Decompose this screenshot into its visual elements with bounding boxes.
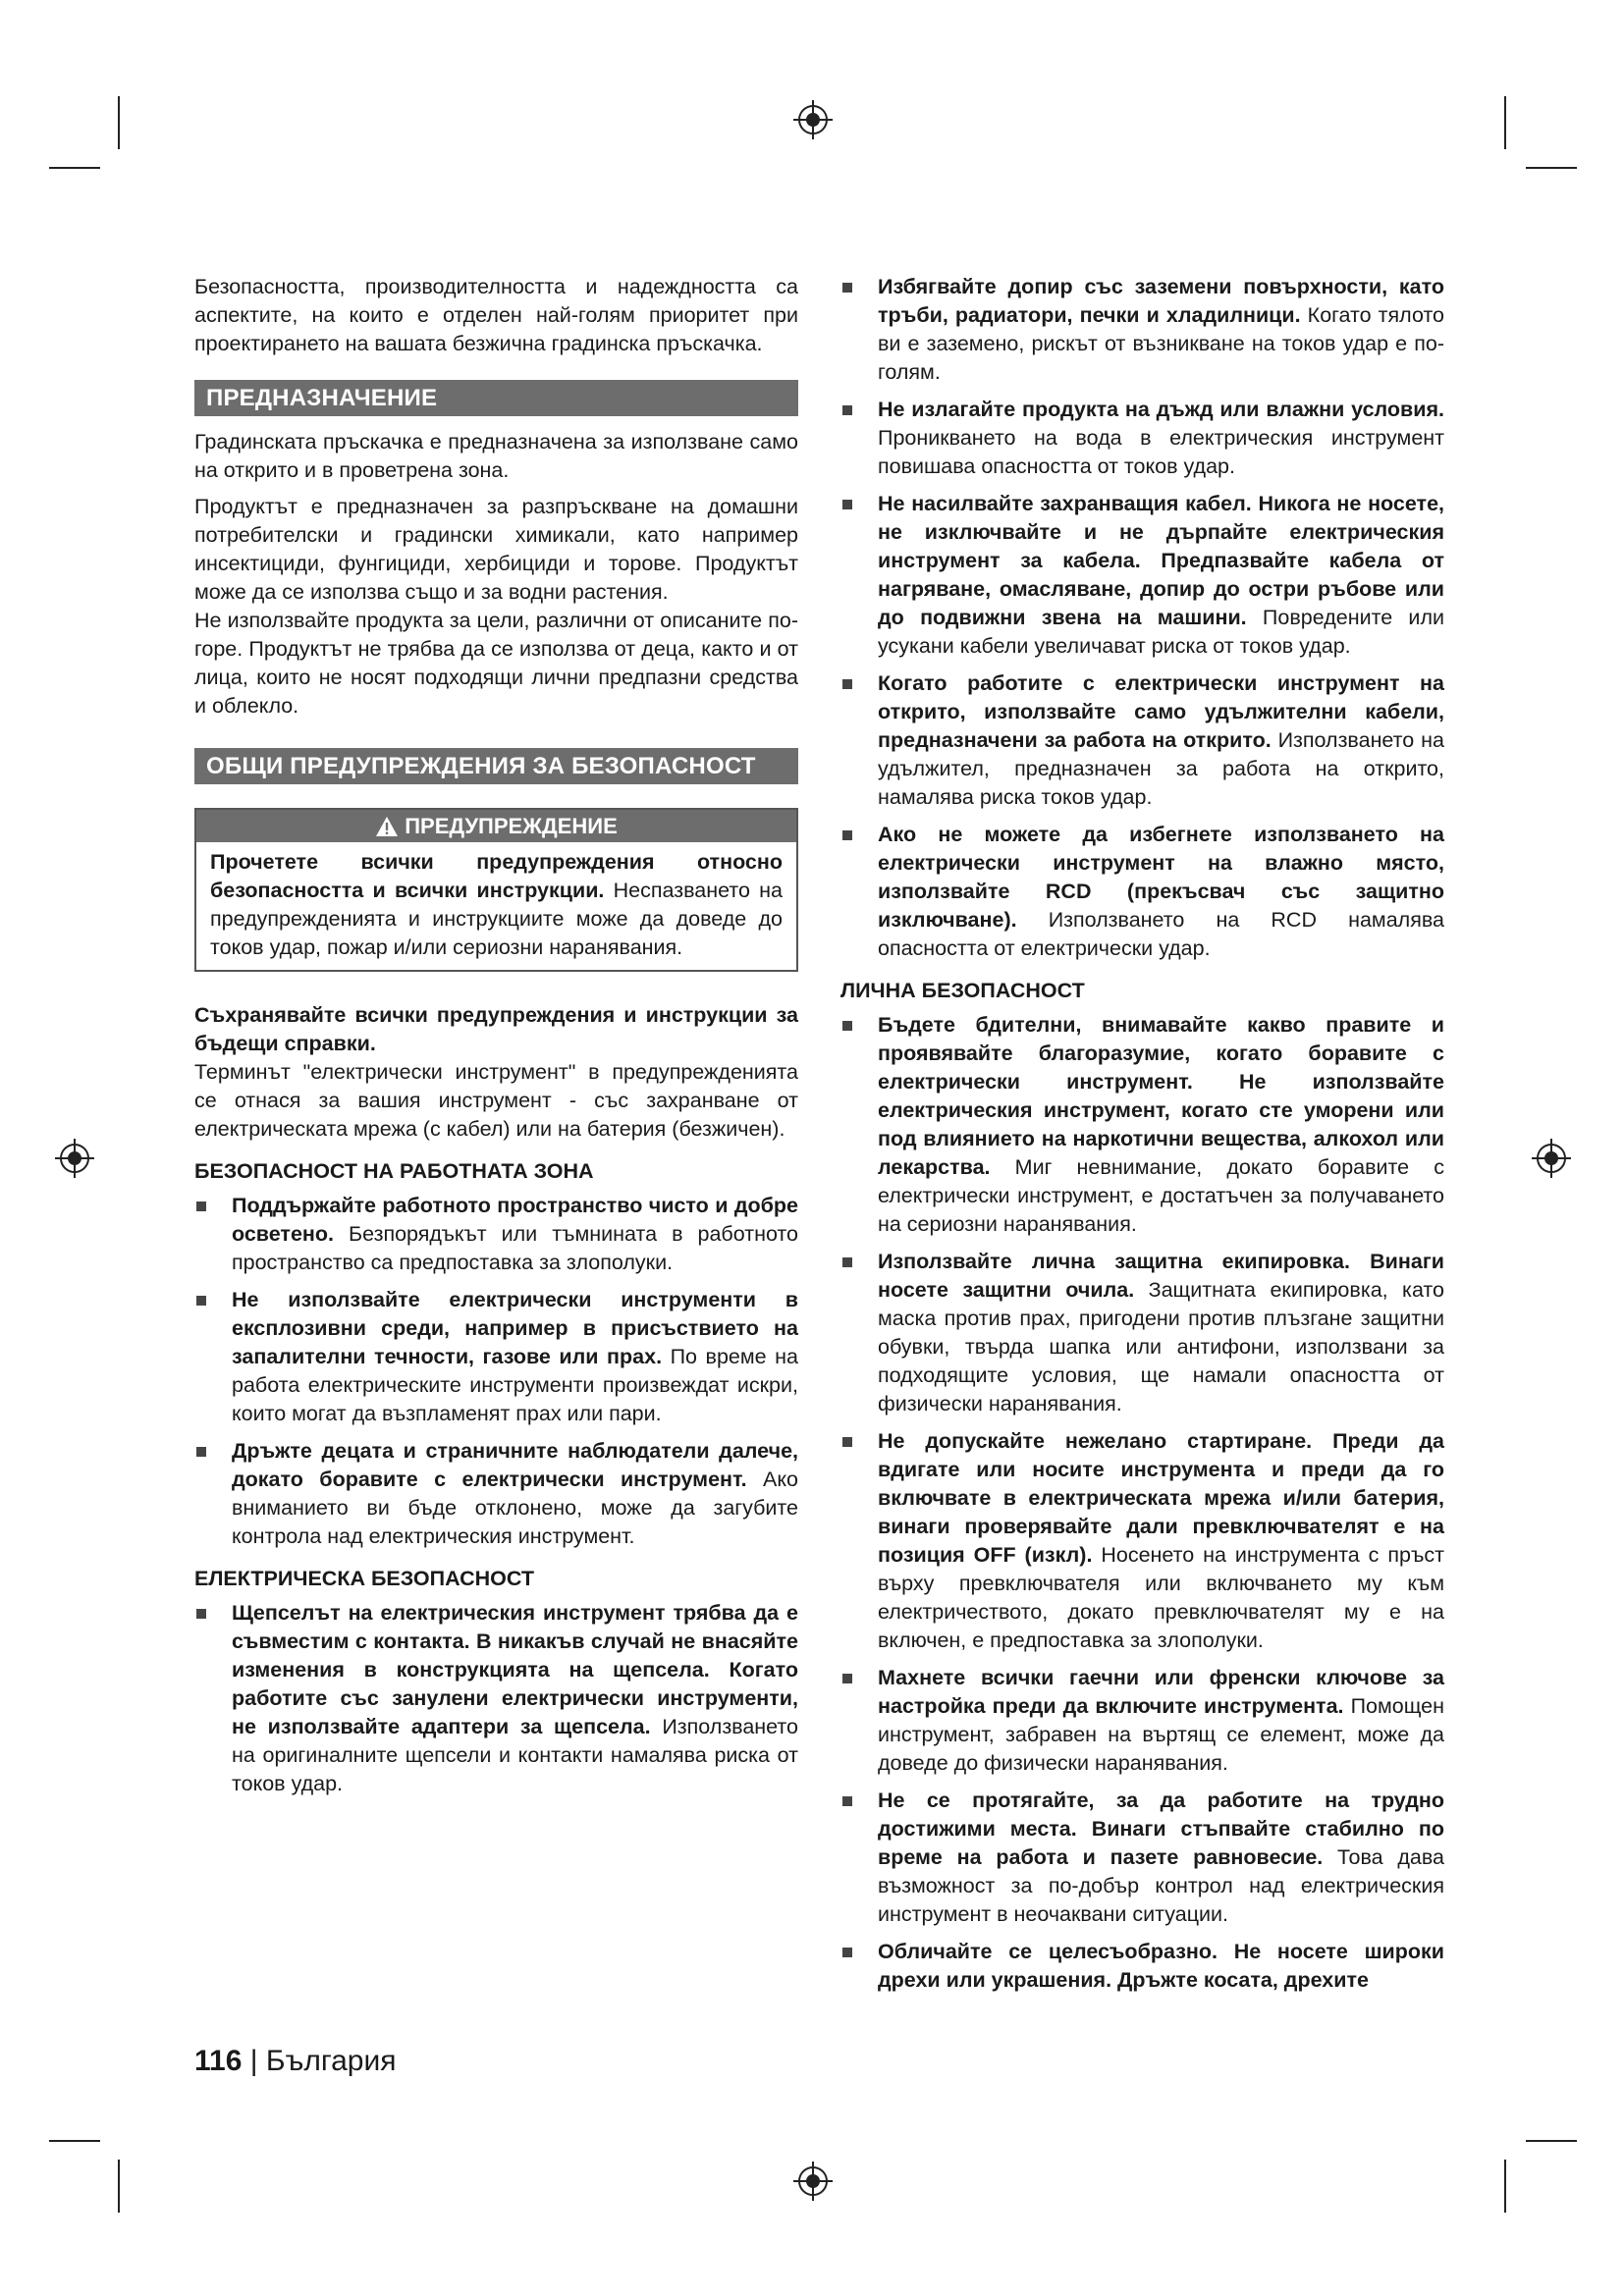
- bullet-icon: [842, 830, 852, 840]
- list-item: Не допускайте нежелано стартиране. Преди да вдигате или носите инструмента и преди да го включвате в електрическата мрежа и/или батерия, винаги проверявайте дали превключвателят е на позиция OFF (изкл). Носенето на инструмента с пръст върху превключвателя или включването му към електричеството, докато превключвателят му е на включен, е предпоставка за злополуки.: [840, 1427, 1444, 1655]
- bullet-icon: [196, 1447, 206, 1457]
- list-item: Ако не можете да избегнете използването на електрически инструмент на влажно място, използвайте RCD (прекъсвач със защитно изключване). Използването на RCD намалява опасността от електрически удар.: [840, 821, 1444, 963]
- registration-mark-icon: [55, 1139, 94, 1178]
- crop-mark-bottom-right-horizontal: [1526, 2140, 1577, 2142]
- warning-box: [194, 808, 798, 972]
- purpose-paragraph-2: Продуктът е предназначен за разпръскване на домашни потребителски и градински химикали, като например инсектициди, фунгициди, хербициди и торове. Продуктът може да се използва също и за водни растения.: [194, 495, 798, 604]
- list-item: Когато работите с електрически инструмент на открито, използвайте само удължителни кабели, предназначени за работа на открито. Използването на удължител, предназначен за работа на открито, намалява риска токов удар.: [840, 669, 1444, 812]
- list-item: Махнете всички гаечни или френски ключове за настройка преди да включите инструмента. Помощен инструмент, забравен на въртящ се елемент, може да доведе до физически наранявания.: [840, 1664, 1444, 1778]
- bullet-icon: [842, 679, 852, 689]
- crop-mark-bottom-left-vertical: [118, 2160, 120, 2213]
- general-safety-heading: ОБЩИ ПРЕДУПРЕЖДЕНИЯ ЗА БЕЗОПАСНОСТ: [194, 748, 798, 784]
- bullet-icon: [842, 1257, 852, 1267]
- work-area-list: [194, 1192, 798, 1551]
- terminology-paragraph: Терминът "електрически инструмент" в предупрежденията се отнася за вашия инструмент - със захранване от електрическата мрежа (с кабел) или на батерия (безжичен).: [194, 1060, 798, 1141]
- list-item: Обличайте се целесъобразно. Не носете широки дрехи или украшения. Дръжте косата, дрехите: [840, 1938, 1444, 1995]
- crop-mark-top-left-horizontal: [49, 167, 100, 169]
- work-area-heading: БЕЗОПАСНОСТ НА РАБОТНАТА ЗОНА: [194, 1159, 594, 1183]
- electrical-safety-list-continued: [840, 273, 1444, 963]
- warning-triangle-icon: [375, 816, 399, 837]
- page-footer: [194, 2045, 397, 2078]
- personal-safety-list: [840, 1011, 1444, 1995]
- crop-mark-top-right-vertical: [1504, 96, 1506, 149]
- list-item: Използвайте лична защитна екипировка. Винаги носете защитни очила. Защитната екипировка, като маска против прах, пригодени против плъзгане защитни обувки, твърда шапка или антифони, използвани за подходящите условия, ще намали опасността от физически наранявания.: [840, 1248, 1444, 1418]
- list-item: Избягвайте допир със заземени повърхности, като тръби, радиатори, печки и хладилници. Когато тялото ви е заземено, рискът от възникване на токов удар е по-голям.: [840, 273, 1444, 387]
- bullet-icon: [196, 1609, 206, 1619]
- warning-header-label: ПРЕДУПРЕЖДЕНИЕ: [405, 814, 618, 838]
- crop-mark-top-right-horizontal: [1526, 167, 1577, 169]
- right-column: [840, 273, 1444, 2003]
- footer-separator: |: [249, 2045, 258, 2077]
- bullet-icon: [842, 1021, 852, 1031]
- bullet-icon: [842, 1437, 852, 1447]
- crop-mark-bottom-left-horizontal: [49, 2140, 100, 2142]
- bullet-icon: [842, 405, 852, 415]
- list-item: Не използвайте електрически инструменти в експлозивни среди, например в присъствието на запалителни течности, газове или прах. По време на работа електрическите инструменти произвеждат искри, които могат да възпламенят прах или пари.: [194, 1286, 798, 1428]
- warning-text: Неспазването на предупрежденията и инструкциите може да доведе до токов удар, пожар и/или сериозни наранявания.: [210, 879, 783, 959]
- list-item: Дръжте децата и страничните наблюдатели далече, докато боравите с електрически инструмент. Ако вниманието ви бъде отклонено, може да загубите контрола над електрическия инструмент.: [194, 1437, 798, 1551]
- crop-mark-top-left-vertical: [118, 96, 120, 149]
- electrical-safety-list: [194, 1599, 798, 1798]
- purpose-paragraph-3: Не използвайте продукта за цели, различни от описаните по-горе. Продуктът не трябва да се използва от деца, както и от лица, които не носят подходящи лични предпазни средства и облекло.: [194, 609, 798, 718]
- bullet-icon: [842, 500, 852, 509]
- list-item: Бъдете бдителни, внимавайте какво правите и проявявайте благоразумие, когато боравите с електрически инструмент. Не използвайте електрическия инструмент, когато сте уморени или под влиянието на наркотични вещества, алкохол или лекарства. Миг невнимание, докато боравите с електрически инструмент, е достатъчен за получаването на сериозни наранявания.: [840, 1011, 1444, 1239]
- intro-paragraph: Безопасността, производителността и надеждността са аспектите, на които е отделен най-голям приоритет при проектирането на вашата безжична градинска пръскачка.: [194, 275, 798, 355]
- list-item: Поддържайте работното пространство чисто и добре осветено. Безпорядъкът или тъмнината в работното пространство са предпоставка за злополуки.: [194, 1192, 798, 1277]
- warning-bold-text: Прочетете всички предупреждения относно безопасността и всички инструкции.: [210, 850, 783, 902]
- list-item: Не се протягайте, за да работите на трудно достижими места. Винаги стъпвайте стабилно по време на работа и пазете равновесие. Това дава възможност за по-добър контрол над електрическия инструмент в неочаквани ситуации.: [840, 1787, 1444, 1929]
- crop-mark-bottom-right-vertical: [1504, 2160, 1506, 2213]
- purpose-heading: ПРЕДНАЗНАЧЕНИЕ: [194, 380, 798, 416]
- registration-mark-icon: [1532, 1139, 1571, 1178]
- purpose-paragraph-1: Градинската пръскачка е предназначена за използване само на открито и в проветрена зона.: [194, 430, 798, 482]
- personal-safety-heading: ЛИЧНА БЕЗОПАСНОСТ: [840, 979, 1085, 1002]
- registration-mark-icon: [793, 2162, 833, 2201]
- left-column: [194, 273, 798, 1807]
- list-item: Не насилвайте захранващия кабел. Никога не носете, не изключвайте и не дърпайте електрическия инструмент за кабела. Предпазвайте кабела от нагряване, омасляване, допир до остри ръбове или до подвижни звена на машини. Повредените или усукани кабели увеличават риска от токов удар.: [840, 490, 1444, 661]
- page-number: 116: [194, 2045, 243, 2077]
- footer-language: България: [265, 2045, 397, 2077]
- registration-mark-icon: [793, 100, 833, 139]
- bullet-icon: [196, 1201, 206, 1211]
- bullet-icon: [842, 1948, 852, 1957]
- bullet-icon: [842, 1674, 852, 1683]
- bullet-icon: [196, 1296, 206, 1306]
- electrical-safety-heading: ЕЛЕКТРИЧЕСКА БЕЗОПАСНОСТ: [194, 1567, 534, 1590]
- warning-box-header: [196, 810, 796, 842]
- bullet-icon: [842, 1796, 852, 1806]
- keep-instructions-bold: Съхранявайте всички предупреждения и инструкции за бъдещи справки.: [194, 1003, 798, 1055]
- list-item: Не излагайте продукта на дъжд или влажни условия. Проникването на вода в електрическия инструмент повишава опасността от токов удар.: [840, 396, 1444, 481]
- list-item: Щепселът на електрическия инструмент трябва да е съвместим с контакта. В никакъв случай не внасяйте изменения в конструкцията на щепсела. Когато работите със занулени електрически инструменти, не използвайте адаптери за щепсела. Използването на оригиналните щепсели и контакти намалява риска от токов удар.: [194, 1599, 798, 1798]
- bullet-icon: [842, 283, 852, 293]
